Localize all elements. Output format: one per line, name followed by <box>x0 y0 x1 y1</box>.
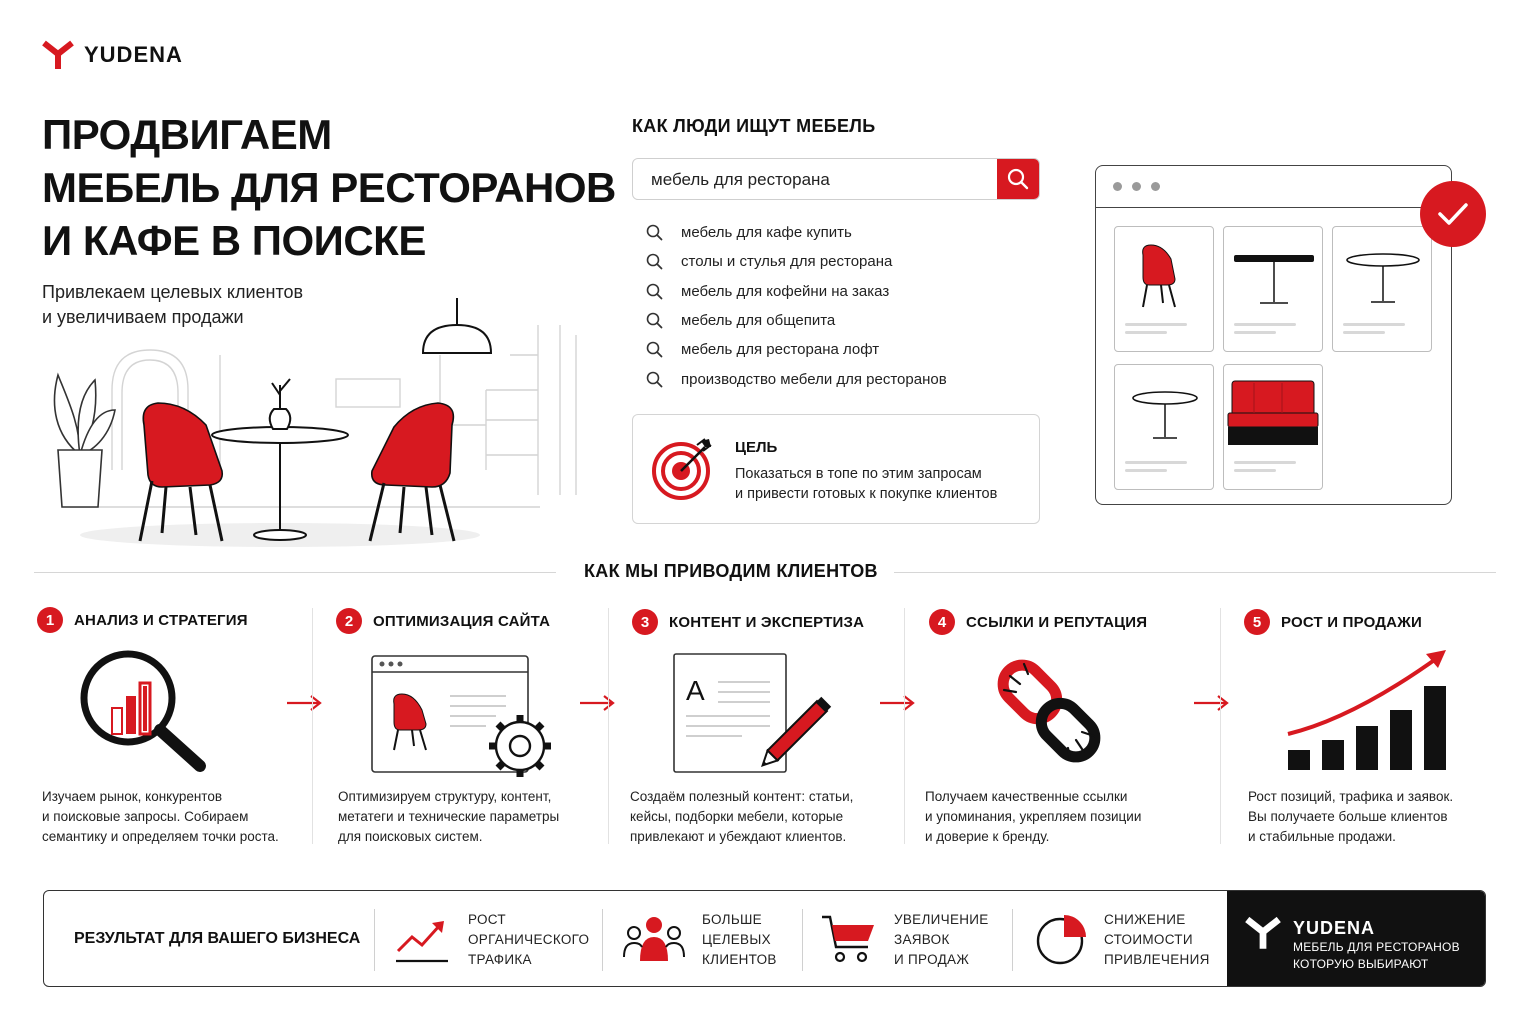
product-card-sofa[interactable] <box>1223 364 1323 490</box>
search-suggestion[interactable] <box>646 335 1046 364</box>
step-number: 5 <box>1244 609 1270 635</box>
desc-line: Изучаем рынок, конкурентов <box>42 789 223 804</box>
check-icon <box>1436 197 1470 231</box>
red-chair-left <box>140 403 222 541</box>
brand-name: YUDENA <box>84 42 183 67</box>
desc-line: и доверие к бренду. <box>925 829 1050 844</box>
step-title: ОПТИМИЗАЦИЯ САЙТА <box>373 612 551 630</box>
step-2-description <box>338 787 598 847</box>
success-check-badge <box>1420 181 1486 247</box>
result-item-clients <box>702 910 777 970</box>
red-chair-right <box>370 403 454 541</box>
search-icon <box>1007 168 1029 190</box>
growth-chart-icon <box>1284 646 1450 774</box>
results-separator <box>1012 909 1013 971</box>
desc-line: Вы получаете больше клиентов <box>1248 809 1448 824</box>
search-suggestion[interactable] <box>646 277 1046 306</box>
step-separator <box>608 608 609 844</box>
search-button[interactable] <box>997 159 1039 199</box>
goal-card <box>632 414 1040 524</box>
results-bar <box>43 890 1486 987</box>
result-line: РОСТ <box>468 912 506 927</box>
search-suggestions <box>646 218 1046 394</box>
search-icon <box>646 283 663 300</box>
arrow-right-icon <box>1192 694 1232 712</box>
step-separator <box>312 608 313 844</box>
browser-mockup <box>1095 165 1452 505</box>
target-icon <box>651 435 717 501</box>
result-line: ПРИВЛЕЧЕНИЯ <box>1104 952 1210 967</box>
results-separator <box>802 909 803 971</box>
pendant-lamp <box>423 298 491 353</box>
subtitle-line: и увеличиваем продажи <box>42 307 244 327</box>
table-icon <box>1224 227 1324 317</box>
search-icon <box>646 253 663 270</box>
people-icon <box>622 915 686 963</box>
desc-line: и стабильные продажи. <box>1248 829 1396 844</box>
desc-line: Рост позиций, трафика и заявок. <box>1248 789 1454 804</box>
desc-line: для поисковых систем. <box>338 829 483 844</box>
browser-gear-icon <box>370 654 556 780</box>
result-line: ЦЕЛЕВЫХ <box>702 932 771 947</box>
step-3-header <box>632 609 864 635</box>
step-5-header <box>1244 609 1422 635</box>
results-label: РЕЗУЛЬТАТ ДЛЯ ВАШЕГО БИЗНЕСА <box>74 930 361 947</box>
goal-text-line: Показаться в топе по этим запросам <box>735 466 982 482</box>
brand-tagline <box>1293 939 1460 973</box>
search-suggestion[interactable] <box>646 247 1046 276</box>
chair-icon <box>1115 227 1215 317</box>
step-title: КОНТЕНТ И ЭКСПЕРТИЗА <box>669 613 865 631</box>
cart-icon <box>820 913 878 965</box>
result-line: СНИЖЕНИЕ <box>1104 912 1186 927</box>
desc-line: и поисковые запросы. Собираем <box>42 809 249 824</box>
page-title <box>42 108 616 267</box>
desc-line: Получаем качественные ссылки <box>925 789 1128 804</box>
title-line: МЕБЕЛЬ ДЛЯ РЕСТОРАНОВ <box>42 164 616 211</box>
desc-line: привлекают и убеждают клиентов. <box>630 829 847 844</box>
svg-text:A: A <box>686 675 705 706</box>
result-line: СТОИМОСТИ <box>1104 932 1193 947</box>
section-divider-left <box>34 572 556 573</box>
step-4-header <box>929 609 1147 635</box>
suggestion-text: мебель для кафе купить <box>681 224 852 242</box>
step-separator <box>904 608 905 844</box>
step-separator <box>1220 608 1221 844</box>
desc-line: Создаём полезный контент: статьи, <box>630 789 854 804</box>
process-heading: КАК МЫ ПРИВОДИМ КЛИЕНТОВ <box>578 561 884 582</box>
round-table <box>212 379 348 540</box>
step-5-description <box>1248 787 1508 847</box>
arrow-right-icon <box>878 694 918 712</box>
step-2-header <box>336 608 550 634</box>
round-table-icon <box>1333 227 1433 317</box>
product-card-chair[interactable] <box>1114 226 1214 352</box>
search-icon <box>646 341 663 358</box>
step-title: ССЫЛКИ И РЕПУТАЦИЯ <box>966 613 1148 631</box>
step-title: АНАЛИЗ И СТРАТЕГИЯ <box>74 611 248 629</box>
product-card-table[interactable] <box>1223 226 1323 352</box>
desc-line: кейсы, подборки мебели, которые <box>630 809 844 824</box>
step-number: 1 <box>37 607 63 633</box>
chain-link-icon <box>990 656 1108 766</box>
yudena-logo-icon <box>1245 915 1281 951</box>
search-heading: КАК ЛЮДИ ИЩУТ МЕБЕЛЬ <box>632 116 876 136</box>
suggestion-text: производство мебели для ресторанов <box>681 370 947 388</box>
suggestion-text: мебель для ресторана лофт <box>681 341 880 359</box>
suggestion-text: мебель для общепита <box>681 312 836 330</box>
pie-icon <box>1034 911 1090 967</box>
arrow-right-icon <box>578 694 618 712</box>
goal-text <box>735 464 1035 504</box>
result-item-cost <box>1104 910 1210 970</box>
subtitle-line: Привлекаем целевых клиентов <box>42 282 304 302</box>
section-divider-right <box>894 572 1496 573</box>
brand-tag-line: МЕБЕЛЬ ДЛЯ РЕСТОРАНОВ <box>1293 940 1460 954</box>
search-bar[interactable] <box>632 158 1040 200</box>
search-input[interactable]: мебель для ресторана <box>651 170 830 189</box>
title-line: И КАФЕ В ПОИСКЕ <box>42 217 426 264</box>
result-item-traffic <box>468 910 589 970</box>
result-line: КЛИЕНТОВ <box>702 952 777 967</box>
round-table-icon <box>1115 365 1215 455</box>
result-item-sales <box>894 910 989 970</box>
search-icon <box>646 371 663 388</box>
magnifier-chart-icon <box>76 648 216 776</box>
sofa-icon <box>1224 365 1324 455</box>
arrow-right-icon <box>285 694 325 712</box>
result-line: ОРГАНИЧЕСКОГО <box>468 932 590 947</box>
search-suggestion[interactable] <box>646 364 1046 393</box>
desc-line: метатеги и технические параметры <box>338 809 560 824</box>
search-suggestion[interactable] <box>646 306 1046 335</box>
result-line: ТРАФИКА <box>468 952 532 967</box>
goal-title: ЦЕЛЬ <box>735 439 778 456</box>
desc-line: и упоминания, укрепляем позиции <box>925 809 1142 824</box>
product-card-round-table[interactable] <box>1332 226 1432 352</box>
desc-line: Оптимизируем структуру, контент, <box>338 789 552 804</box>
step-number: 4 <box>929 609 955 635</box>
browser-titlebar <box>1096 166 1451 208</box>
step-4-description <box>925 787 1185 847</box>
step-number: 3 <box>632 609 658 635</box>
plant <box>54 375 115 507</box>
result-line: БОЛЬШЕ <box>702 912 762 927</box>
step-3-description <box>630 787 890 847</box>
brand-footer-name: YUDENA <box>1293 918 1376 938</box>
step-number: 2 <box>336 608 362 634</box>
document-pencil-icon <box>672 652 832 776</box>
suggestion-text: мебель для кофейни на заказ <box>681 282 890 300</box>
result-line: И ПРОДАЖ <box>894 952 970 967</box>
desc-line: семантику и определяем точки роста. <box>42 829 279 844</box>
title-line: ПРОДВИГАЕМ <box>42 111 332 158</box>
goal-text-line: и привести готовых к покупке клиентов <box>735 486 998 502</box>
product-card-round-table-2[interactable] <box>1114 364 1214 490</box>
search-suggestion[interactable] <box>646 218 1046 247</box>
trend-up-icon <box>394 917 450 965</box>
result-line: УВЕЛИЧЕНИЕ <box>894 912 989 927</box>
brand-footer-box[interactable] <box>1227 891 1485 986</box>
step-1-header <box>37 607 248 633</box>
brand-logo[interactable] <box>42 40 183 70</box>
search-icon <box>646 224 663 241</box>
suggestion-text: столы и стулья для ресторана <box>681 253 893 271</box>
yudena-logo-icon <box>42 40 74 70</box>
restaurant-illustration <box>40 295 585 550</box>
results-separator <box>374 909 375 971</box>
results-separator <box>602 909 603 971</box>
search-icon <box>646 312 663 329</box>
brand-tag-line: КОТОРУЮ ВЫБИРАЮТ <box>1293 957 1429 971</box>
step-title: РОСТ И ПРОДАЖИ <box>1281 613 1422 631</box>
step-1-description <box>42 787 302 847</box>
result-line: ЗАЯВОК <box>894 932 950 947</box>
